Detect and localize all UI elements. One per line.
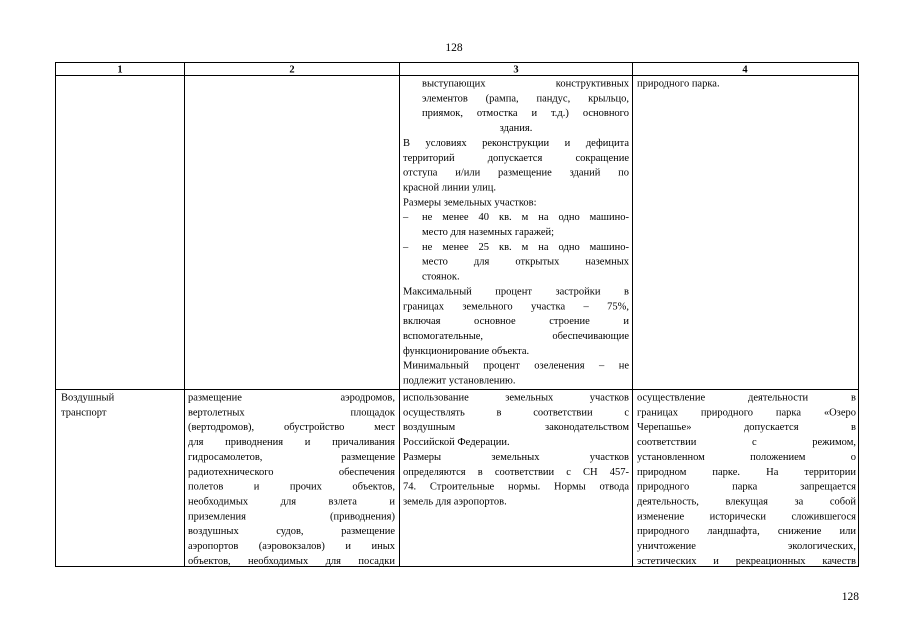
column-header-2: 2 (289, 64, 295, 76)
cell-text-line: уничтожение экологических, (637, 541, 856, 552)
cell-text-line: эстетических и рекреационных качеств (637, 555, 856, 567)
cell-text-line: установленном положением о (637, 451, 856, 463)
cell-text-line: природного парка. (637, 78, 720, 90)
bullet-dash: – (403, 212, 409, 224)
cell-text-line: транспорт (61, 407, 107, 419)
bullet-dash: – (403, 241, 409, 253)
table-header-row (117, 65, 748, 76)
cell-text-line: необходимых для взлета и (188, 496, 395, 508)
cell-text-line: для приводнения и причаливания (188, 437, 395, 449)
cell-text-line: аэропортов (аэровокзалов) и иных (188, 541, 395, 552)
cell-text-line: природном парке. На территории (637, 466, 856, 478)
cell-text-line: осуществлять в соответствии с (403, 407, 629, 419)
cell-text-line: радиотехнического обеспечения (188, 466, 395, 478)
cell-text-line: осуществление деятельности в (637, 392, 856, 404)
cell-text-line: 74. Строительные нормы. Нормы отвода (403, 481, 629, 493)
cell-text-line: не менее 40 кв. м на одно машино- (422, 212, 629, 224)
cell-text-line: объектов, необходимых для посадки (188, 555, 395, 567)
cell-text-line: В условиях реконструкции и дефицита (403, 137, 629, 149)
column-header-4: 4 (742, 64, 748, 76)
cell-text-line: гидросамолетов, размещение (188, 451, 395, 463)
page-number-bottom: 128 (841, 591, 859, 603)
cell-text-line: место для открытых наземных (422, 256, 630, 268)
cell-text-line: приземления (приводнения) (188, 511, 395, 523)
cell-text-line: место для наземных гаражей; (422, 227, 555, 238)
cell-text-line: изменение исторически сложившегося (637, 511, 856, 523)
cell-text-line: не менее 25 кв. м на одно машино- (422, 241, 629, 253)
cell-text-line: подлежит установлению. (403, 375, 516, 387)
cell-text-line: размещение аэродромов, (188, 392, 395, 404)
cell-text-line: отступа и/или размещение зданий по (403, 167, 630, 179)
cell-text-line: функционирование объекта. (403, 345, 530, 357)
cell-text-line: элементов (рампа, пандус, крыльцо, (422, 93, 629, 105)
cell-text-line: здания. (499, 123, 533, 135)
cell-text-line: границах природного парка «Озеро (637, 407, 856, 419)
cell-text-line: приямок, отмостка и т.д.) основного (422, 108, 629, 120)
cell-text-line: (вертодромов), обустройство мест (188, 422, 395, 434)
cell-text-line: выступающих конструктивных (422, 78, 629, 90)
cell-text-line: красной линии улиц. (403, 182, 497, 194)
cell-text-line: территорий допускается сокращение (403, 152, 630, 164)
cell-text-line: полетов и прочих объектов, (188, 481, 395, 493)
cell-text-line: использование земельных участков (403, 392, 629, 404)
cell-text-line: соответствии с режимом, (637, 437, 856, 449)
cell-text-line: природного парка запрещается (637, 481, 856, 493)
cell-text-line: Российской Федерации. (403, 437, 510, 449)
cell-text-line: земель для аэропортов. (403, 496, 507, 508)
cell-text-line: стоянок. (422, 271, 460, 283)
cell-text-line: Воздушный (61, 392, 115, 404)
column-header-1: 1 (117, 64, 123, 76)
cell-text-line: деятельность, влекущая за собой (637, 496, 856, 508)
cell-text-line: границах земельного участка – 75%, (403, 301, 629, 313)
column-header-3: 3 (513, 64, 519, 76)
cell-text-line: Черепашье» допускается в (637, 422, 856, 434)
cell-text-line: вертолетных площадок (188, 407, 395, 419)
cell-text-line: Размеры земельных участков (403, 451, 629, 463)
cell-text-line: Максимальный процент застройки в (403, 286, 629, 298)
cell-text-line: воздушных судов, размещение (188, 526, 395, 538)
page-number-top: 128 (445, 42, 463, 54)
cell-text-line: Минимальный процент озеленения – не (403, 360, 629, 372)
cell-text-line: Размеры земельных участков: (403, 197, 537, 209)
cell-text-line: включая основное строение и (403, 316, 629, 328)
table-body (61, 79, 856, 567)
cell-text-line: определяются в соответствии с СН 457- (403, 466, 629, 478)
cell-text-line: природного ландшафта, снижение или (637, 526, 856, 538)
cell-text-line: воздушным законодательством (403, 422, 629, 434)
cell-text-line: вспомогательные, обеспечивающие (403, 330, 629, 342)
